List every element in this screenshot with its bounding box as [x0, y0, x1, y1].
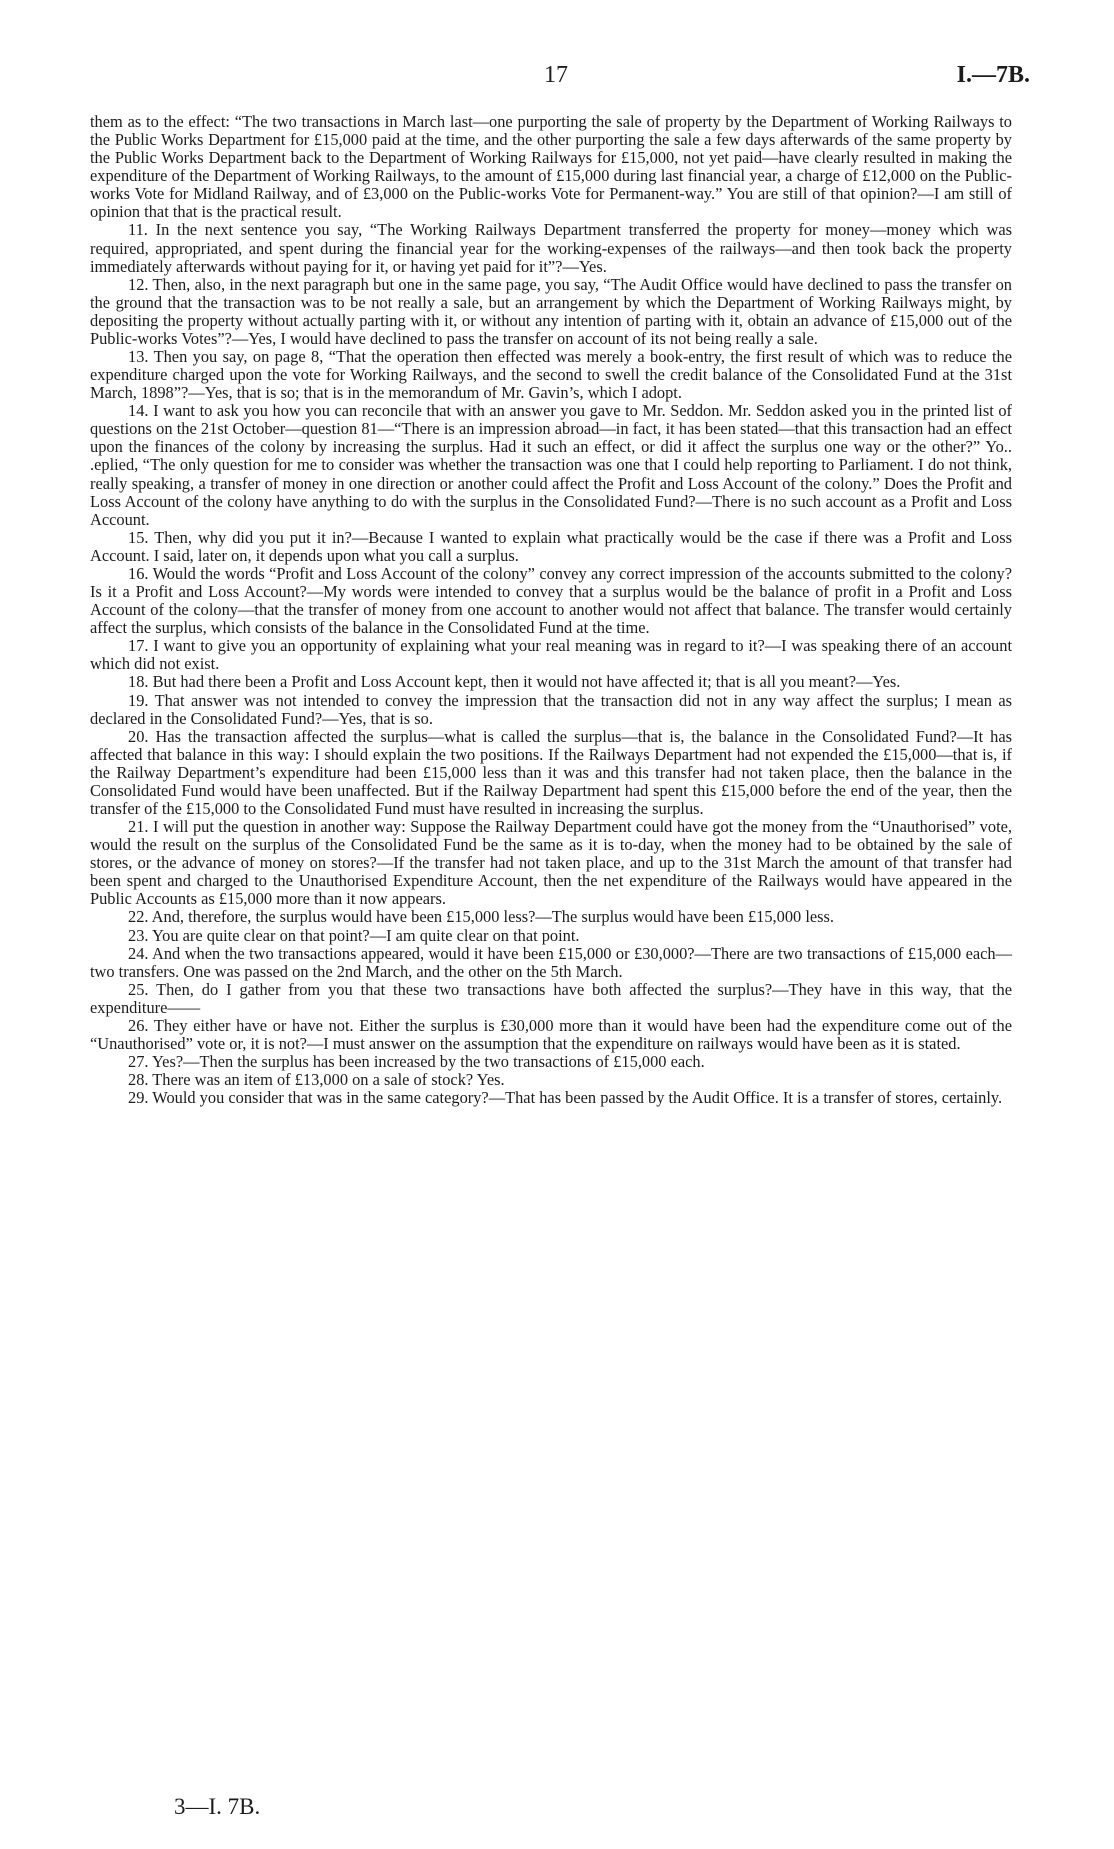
paragraph: 20. Has the transaction affected the surplus—what is called the surplus—that is, the balance in the Consolidated Fund?—It has affected that balance in this way: I should explain the two positions. If the Railways Department had not expended the £15,000—that is, if the Railway Department’s expenditure had been £15,000 less than it was and this transfer had not taken place, then the balance in the Consolidated Fund would have been unaffected. But if the Railway Department had spent this £15,000 before the end of the year, then the transfer of the £15,000 to the Consolidated Fund must have resulted in increasing the surplus.: [90, 726, 1012, 818]
paragraph: 29. Would you consider that was in the same category?—That has been passed by the Audit Office. It is a transfer of stores, certainly.: [128, 1088, 1003, 1108]
paragraph: 16. Would the words “Profit and Loss Account of the colony” convey any correct impression of the accounts submitted to the colony? Is it a Profit and Loss Account?—My words were intended to convey that a surplus would be the balance of profit in a Profit and Loss Account of the colony—that the transfer of money from one account to another would not affect that balance. The transfer would certainly affect the surplus, which consists of the balance in the Consolidated Fund at the time.: [90, 563, 1012, 638]
paragraph: 26. They either have or have not. Either the surplus is £30,000 more than it would have been had the expenditure come out of the “Unauthorised” vote or, it is not?—I must answer on the assumption that the expenditure on railways would have been as it is stated.: [90, 1015, 1012, 1053]
paragraph: 24. And when the two transactions appeared, would it have been £15,000 or £30,000?—There are two transactions of £15,000 each—two transfers. One was passed on the 2nd March, and the other on the 5th March.: [90, 943, 1012, 981]
paragraph: 28. There was an item of £13,000 on a sale of stock? Yes.: [128, 1070, 505, 1090]
paragraph: 19. That answer was not intended to convey the impression that the transaction did not in any way affect the surplus; I mean as declared in the Consolidated Fund?—Yes, that is so.: [90, 690, 1012, 728]
paragraph: 21. I will put the question in another way: Suppose the Railway Department could have got the money from the “Unauthorised” vote, would the result on the surplus of the Consolidated Fund be the same as it is to-day, when the money had to be obtained by the sale of stores, or the advance of money on stores?—If the transfer had not taken place, and up to the 31st March the amount of that transfer had been spent and charged to the Unauthorised Expenditure Account, then the net expenditure of the Railways would have appeared in the Public Accounts as £15,000 more than it now appears.: [90, 817, 1012, 909]
paragraph: 15. Then, why did you put it in?—Because I wanted to explain what practically would be the case if there was a Profit and Loss Account. I said, later on, it depends upon what you call a surplus.: [90, 527, 1012, 565]
paragraph: 23. You are quite clear on that point?—I am quite clear on that point.: [128, 925, 580, 945]
paragraph: 11. In the next sentence you say, “The Working Railways Department transferred the property for money—money which was required, appropriated, and spent during the financial year for the working-expenses of the railways—and then took back the property immediately afterwards without paying for it, or having yet paid for it”?—Yes.: [90, 220, 1012, 276]
signature-mark: 3—I. 7B.: [174, 1794, 261, 1819]
paragraph: them as to the effect: “The two transactions in March last—one purporting the sale of property by the Department of Working Railways to the Public Works Department for £15,000 paid at the time, and the other purporting the sale a few days afterwards of the same property by the Public Works Department back to the Department of Working Railways for £15,000, not yet paid—have clearly resulted in making the expenditure of the Department of Working Railways, to the amount of £15,000 during last financial year, a charge of £12,000 on the Public-works Vote for Midland Railway, and of £3,000 on the Public-works Vote for Permanent-way.” You are still of that opinion?—I am still of opinion that that is the practical result.: [90, 112, 1012, 222]
paper-reference: I.—7B.: [956, 62, 1030, 88]
paragraph: 22. And, therefore, the surplus would have been £15,000 less?—The surplus would have been £15,000 less.: [128, 907, 835, 927]
paragraph: 27. Yes?—Then the surplus has been increased by the two transactions of £15,000 each.: [128, 1052, 705, 1072]
paragraph: 12. Then, also, in the next paragraph but one in the same page, you say, “The Audit Office would have declined to pass the transfer on the ground that the transaction was to be not really a sale, but an arrangement by which the Department of Working Railways might, by depositing the property without actually parting with it, or without any intention of parting with it, obtain an advance of £15,000 out of the Public-works Votes”?—Yes, I would have declined to pass the transfer on account of its not being really a sale.: [90, 274, 1012, 348]
paragraph: 17. I want to give you an opportunity of explaining what your real meaning was in regard to it?—I was speaking there of an account which did not exist.: [90, 636, 1012, 674]
paragraph: 14. I want to ask you how you can reconcile that with an answer you gave to Mr. Seddon. Mr. Seddon asked you in the printed list of questions on the 21st October—question 81—“There is an impression abroad—in fact, it has been stated—that this transaction had an effect upon the finances of the colony by increasing the surplus. Had it such an effect, or did it affect the surplus one way or the other?” Yo.. .eplied, “The only question for me to consider was whether the transaction was one that I could help reporting to Parliament. I do not think, really speaking, a transfer of money in one direction or another could affect the Profit and Loss Account of the colony.” Does the Profit and Loss Account of the colony have anything to do with the surplus in the Consolidated Fund?—There is no such account as a Profit and Loss Account.: [90, 401, 1012, 529]
paragraph: 13. Then you say, on page 8, “That the operation then effected was merely a book-entry, the first result of which was to reduce the expenditure charged upon the vote for Working Railways, and the second to swell the credit balance of the Consolidated Fund at the 31st March, 1898”?—Yes, that is so; that is in the memorandum of Mr. Gavin’s, which I adopt.: [90, 347, 1012, 403]
paragraph: 18. But had there been a Profit and Loss Account kept, then it would not have affected it; that is all you meant?—Yes.: [128, 672, 901, 692]
page-number: 17: [544, 62, 568, 88]
document-body: [90, 113, 1012, 1107]
paragraph: 25. Then, do I gather from you that these two transactions have both affected the surplus?—They have in this way, that the expenditure——: [90, 979, 1012, 1017]
